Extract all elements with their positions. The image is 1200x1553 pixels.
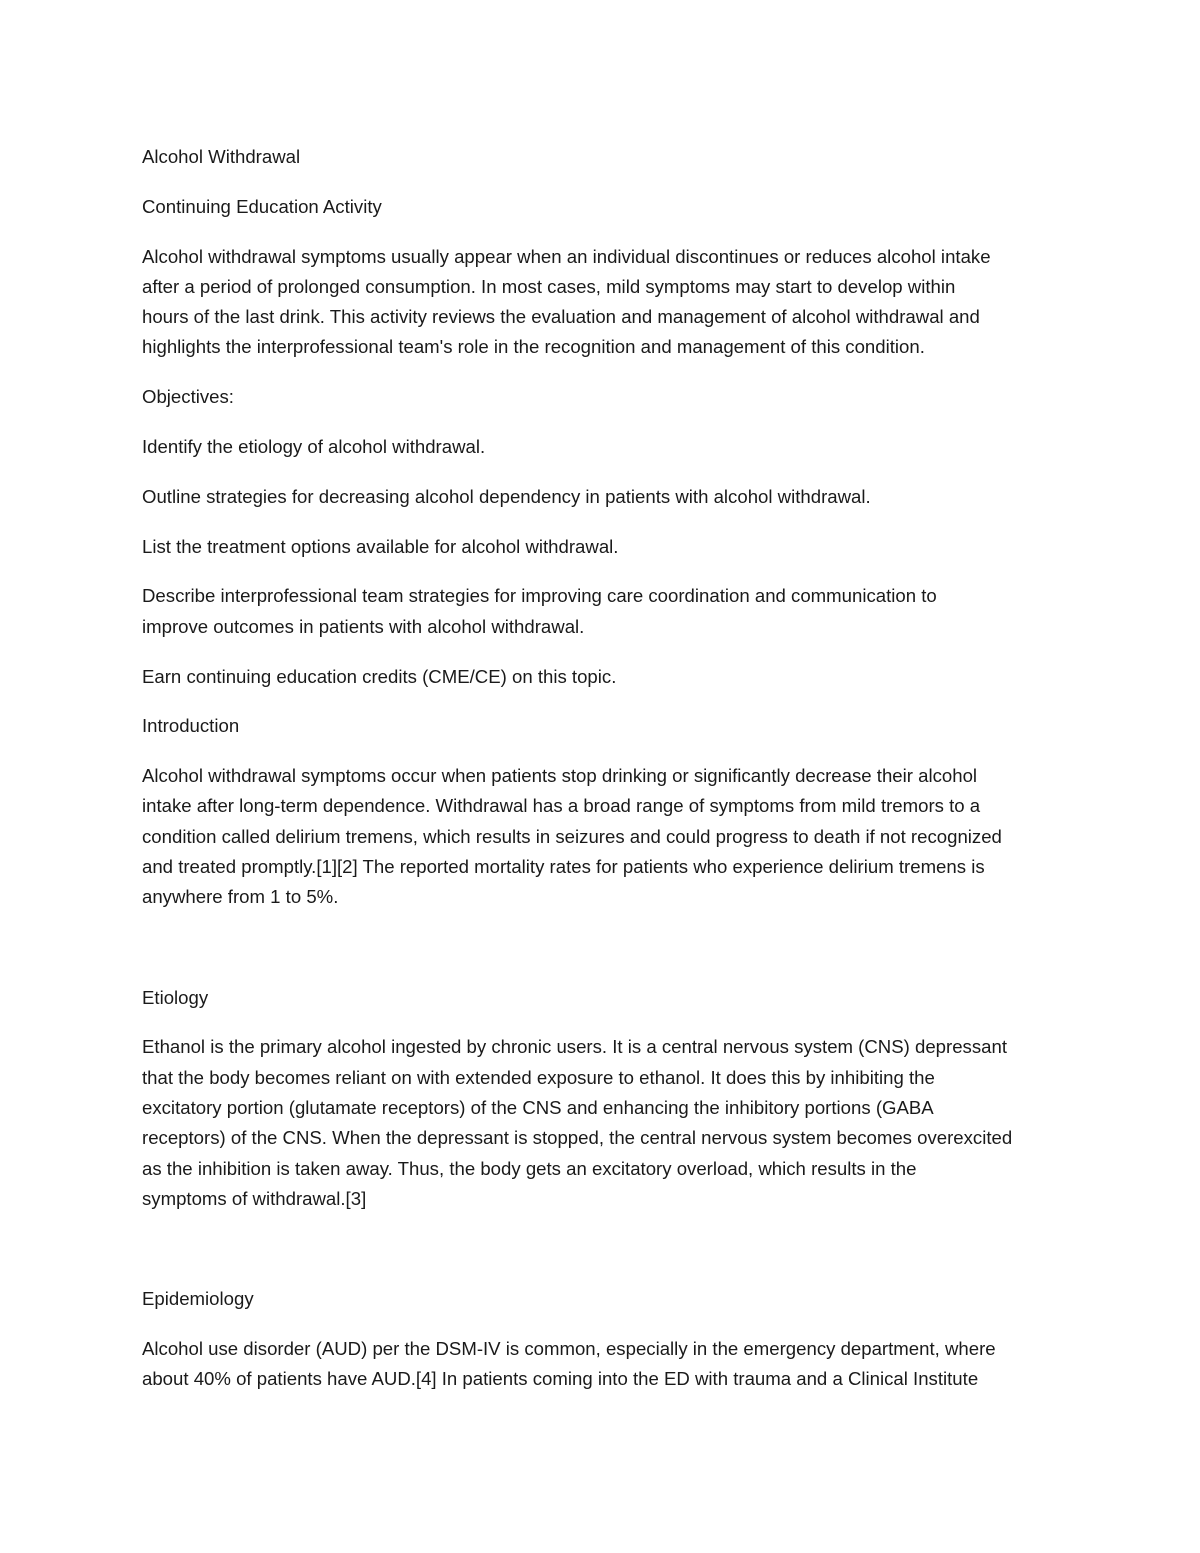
text-line: condition called delirium tremens, which results in seizures and could progress to death if not recognized — [142, 825, 1002, 847]
text-line: Outline strategies for decreasing alcohol dependency in patients with alcohol withdrawal. — [142, 485, 871, 507]
etiology-paragraph — [142, 1032, 1067, 1214]
text-line: Alcohol Withdrawal — [142, 146, 301, 167]
cme-line — [142, 662, 1067, 692]
document-body — [142, 142, 1067, 1414]
text-line: hours of the last drink. This activity reviews the evaluation and management of alcohol withdrawal and — [142, 306, 980, 328]
text-line: improve outcomes in patients with alcohol withdrawal. — [142, 615, 585, 637]
text-line: anywhere from 1 to 5%. — [142, 886, 339, 908]
text-line: Objectives: — [142, 386, 234, 408]
text-line: Alcohol withdrawal symptoms occur when patients stop drinking or significantly decrease their alcohol — [142, 765, 978, 787]
text-line: Ethanol is the primary alcohol ingested by chronic users. It is a central nervous system (CNS) depressant — [142, 1036, 1007, 1058]
text-line: Continuing Education Activity — [142, 195, 382, 217]
text-line: receptors) of the CNS. When the depressant is stopped, the central nervous system becomes overexcited — [142, 1127, 1013, 1149]
objective-item — [142, 482, 1067, 512]
objective-item — [142, 432, 1067, 462]
objective-item — [142, 532, 1067, 562]
text-line: symptoms of withdrawal.[3] — [142, 1187, 367, 1209]
etiology-heading — [142, 983, 1067, 1013]
text-line: and treated promptly.[1][2] The reported mortality rates for patients who experience delirium tremens is — [142, 856, 985, 878]
text-line: as the inhibition is taken away. Thus, the body gets an excitatory overload, which results in the — [142, 1157, 917, 1179]
text-line: Introduction — [142, 715, 240, 737]
text-line: that the body becomes reliant on with extended exposure to ethanol. It does this by inhibiting the — [142, 1066, 935, 1088]
text-line: List the treatment options available for alcohol withdrawal. — [142, 535, 619, 557]
intro-paragraph — [142, 242, 1067, 363]
objectives-heading — [142, 382, 1067, 412]
text-line: highlights the interprofessional team's role in the recognition and management of this condition. — [142, 336, 925, 358]
epidemiology-heading — [142, 1284, 1067, 1314]
document-title — [142, 142, 1067, 172]
text-line: Describe interprofessional team strategies for improving care coordination and communication to — [142, 585, 937, 607]
epidemiology-paragraph — [142, 1334, 1067, 1395]
text-line: Alcohol withdrawal symptoms usually appear when an individual discontinues or reduces alcohol intake — [142, 245, 991, 267]
document-subtitle — [142, 192, 1067, 222]
text-line: Alcohol use disorder (AUD) per the DSM-IV is common, especially in the emergency department, where — [142, 1338, 996, 1360]
introduction-heading — [142, 711, 1067, 741]
text-line: excitatory portion (glutamate receptors) of the CNS and enhancing the inhibitory portions (GABA — [142, 1097, 934, 1119]
objective-item — [142, 581, 1067, 642]
text-line: Epidemiology — [142, 1288, 254, 1310]
text-line: about 40% of patients have AUD.[4] In patients coming into the ED with trauma and a Clinical Institute — [142, 1368, 979, 1390]
text-line: Earn continuing education credits (CME/CE) on this topic. — [142, 665, 617, 687]
text-line: Identify the etiology of alcohol withdrawal. — [142, 436, 486, 458]
text-line: after a period of prolonged consumption. In most cases, mild symptoms may start to develop within — [142, 275, 956, 297]
introduction-paragraph — [142, 761, 1067, 912]
text-line: intake after long-term dependence. Withdrawal has a broad range of symptoms from mild tremors to a — [142, 795, 981, 817]
text-line: Etiology — [142, 986, 209, 1008]
